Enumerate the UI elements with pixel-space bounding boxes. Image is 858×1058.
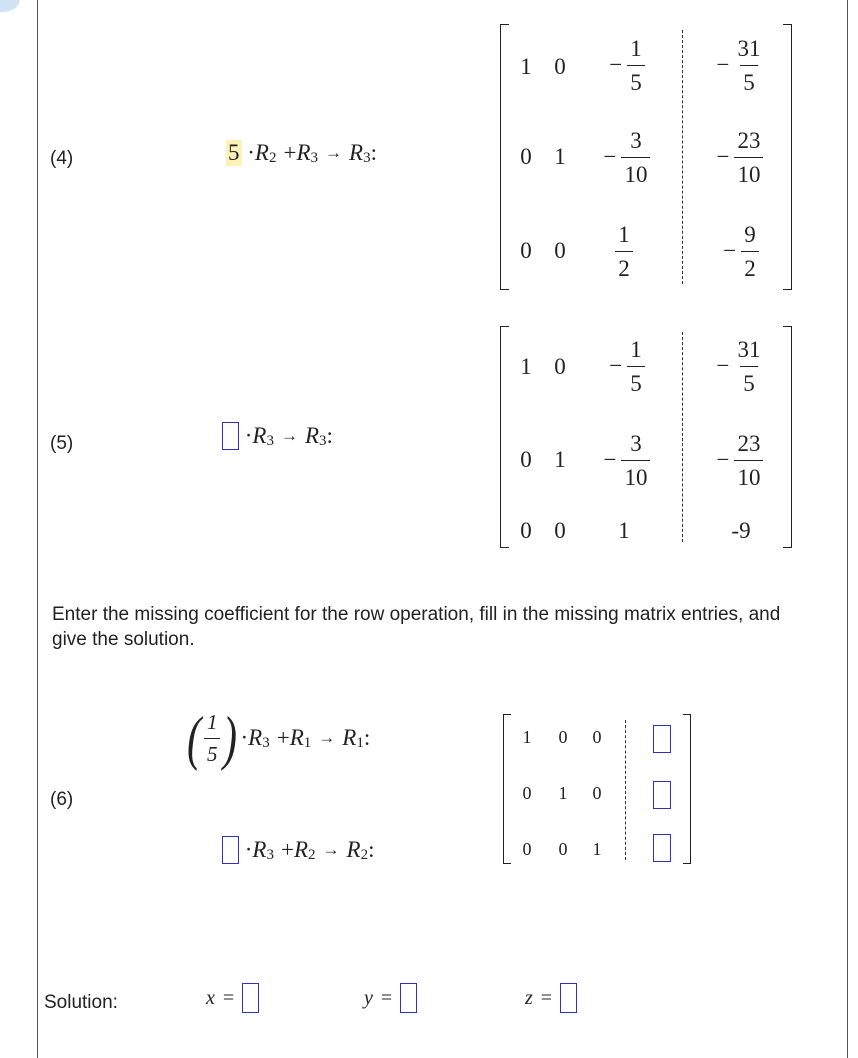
augmented-input-row-3[interactable] — [653, 834, 671, 862]
step-5-label: (5) — [50, 433, 74, 454]
m5-r2c2: 1 — [554, 447, 566, 472]
z-variable: z — [525, 986, 533, 1009]
right-bracket — [783, 24, 792, 290]
step-4-label: (4) — [50, 148, 74, 169]
solution-z: z = — [525, 983, 577, 1013]
m4-r1c4: − $\frac{31}{5}$ — [716, 35, 761, 95]
m4-r1c2: 0 — [554, 54, 566, 79]
augment-divider — [625, 720, 626, 860]
step-4-matrix — [500, 24, 792, 290]
m6-r1c3: 0 — [592, 726, 602, 747]
step-5-operation: · R $_3$ → R $_3$ : — [222, 422, 333, 450]
m4-r3c2: 0 — [554, 238, 566, 263]
m5-r3c1: 0 — [520, 518, 532, 543]
y-input[interactable] — [400, 983, 417, 1013]
m4-r2c1: 0 — [520, 144, 532, 169]
m6-r2c2: 1 — [558, 782, 568, 803]
m4-r2c3: − $\frac{3}{10}$ — [590, 122, 664, 192]
m5-r1c3: − $\frac{1}{5}$ — [592, 331, 662, 401]
y-variable: y — [364, 986, 373, 1009]
step-6-matrix — [503, 714, 691, 864]
left-bracket — [500, 24, 509, 290]
m5-r1c4: − $\frac{31}{5}$ — [716, 336, 761, 396]
step-6-label: (6) — [50, 789, 74, 810]
m4-r3c4: − $\frac{9}{2}$ — [706, 216, 776, 286]
m4-r1c3: − $\frac{1}{5}$ — [592, 30, 662, 100]
m5-r3c2: 0 — [554, 518, 566, 543]
step-5-matrix — [500, 326, 792, 548]
m5-r2c3: − $\frac{3}{10}$ — [590, 425, 664, 495]
solution-label: Solution: — [44, 992, 118, 1013]
m5-r2c4: − $\frac{23}{10}$ — [700, 425, 780, 495]
right-bracket — [683, 714, 691, 864]
solution-x: x = — [206, 983, 259, 1013]
x-variable: x — [206, 986, 215, 1009]
m5-r1c1: 1 — [520, 354, 532, 379]
step-6-operation-b: · R $_3$ + R $_2$ → R $_2$ : — [222, 836, 374, 864]
m4-r1c1: 1 — [520, 54, 532, 79]
step-5-coefficient-input[interactable] — [222, 422, 239, 450]
step-6a-coefficient: $\frac{1}{5}$ — [204, 712, 221, 765]
left-bracket — [503, 714, 511, 864]
m6-r3c3: 1 — [592, 838, 602, 859]
m6-r3c1: 0 — [522, 838, 532, 859]
x-input[interactable] — [242, 983, 259, 1013]
m5-r3c3: 1 — [618, 518, 630, 543]
m6-r2c3: 0 — [592, 782, 602, 803]
solution-y: y = — [364, 983, 417, 1013]
m5-r1c2: 0 — [554, 354, 566, 379]
right-bracket — [783, 326, 792, 548]
m6-r2c1: 0 — [522, 782, 532, 803]
step-4-operation: 5 · R $_2$ + R $_3$ → R $_3$ : — [228, 140, 377, 166]
m6-r1c1: 1 — [522, 726, 532, 747]
m4-r2c4: − $\frac{23}{10}$ — [700, 122, 780, 192]
corner-decoration — [0, 0, 20, 12]
right-paren: ) — [223, 705, 238, 771]
instructions-text: Enter the missing coefficient for the row operation, fill in the missing matrix entries, and give the solution. — [52, 604, 781, 650]
m4-r2c2: 1 — [554, 144, 566, 169]
left-bracket — [500, 326, 509, 548]
augmented-input-row-2[interactable] — [653, 781, 671, 809]
m6-r3c2: 0 — [558, 838, 568, 859]
step-4-coefficient: 5 — [228, 140, 240, 165]
m4-r3c1: 0 — [520, 238, 532, 263]
augmented-input-row-1[interactable] — [653, 725, 671, 753]
step-6b-coefficient-input[interactable] — [222, 836, 239, 864]
m5-r3c4: -9 — [731, 518, 751, 543]
augment-divider — [682, 332, 683, 542]
m4-r3c3: $\frac{1}{2}$ — [600, 216, 648, 286]
z-input[interactable] — [560, 983, 577, 1013]
m5-r2c1: 0 — [520, 447, 532, 472]
m6-r1c2: 0 — [558, 726, 568, 747]
left-paren: ( — [186, 705, 201, 771]
step-6-operation-a: ( $\frac{1}{5}$ ) · R $_3$ + R $_1$ → R $_1$ : — [186, 705, 371, 771]
augment-divider — [682, 30, 683, 284]
